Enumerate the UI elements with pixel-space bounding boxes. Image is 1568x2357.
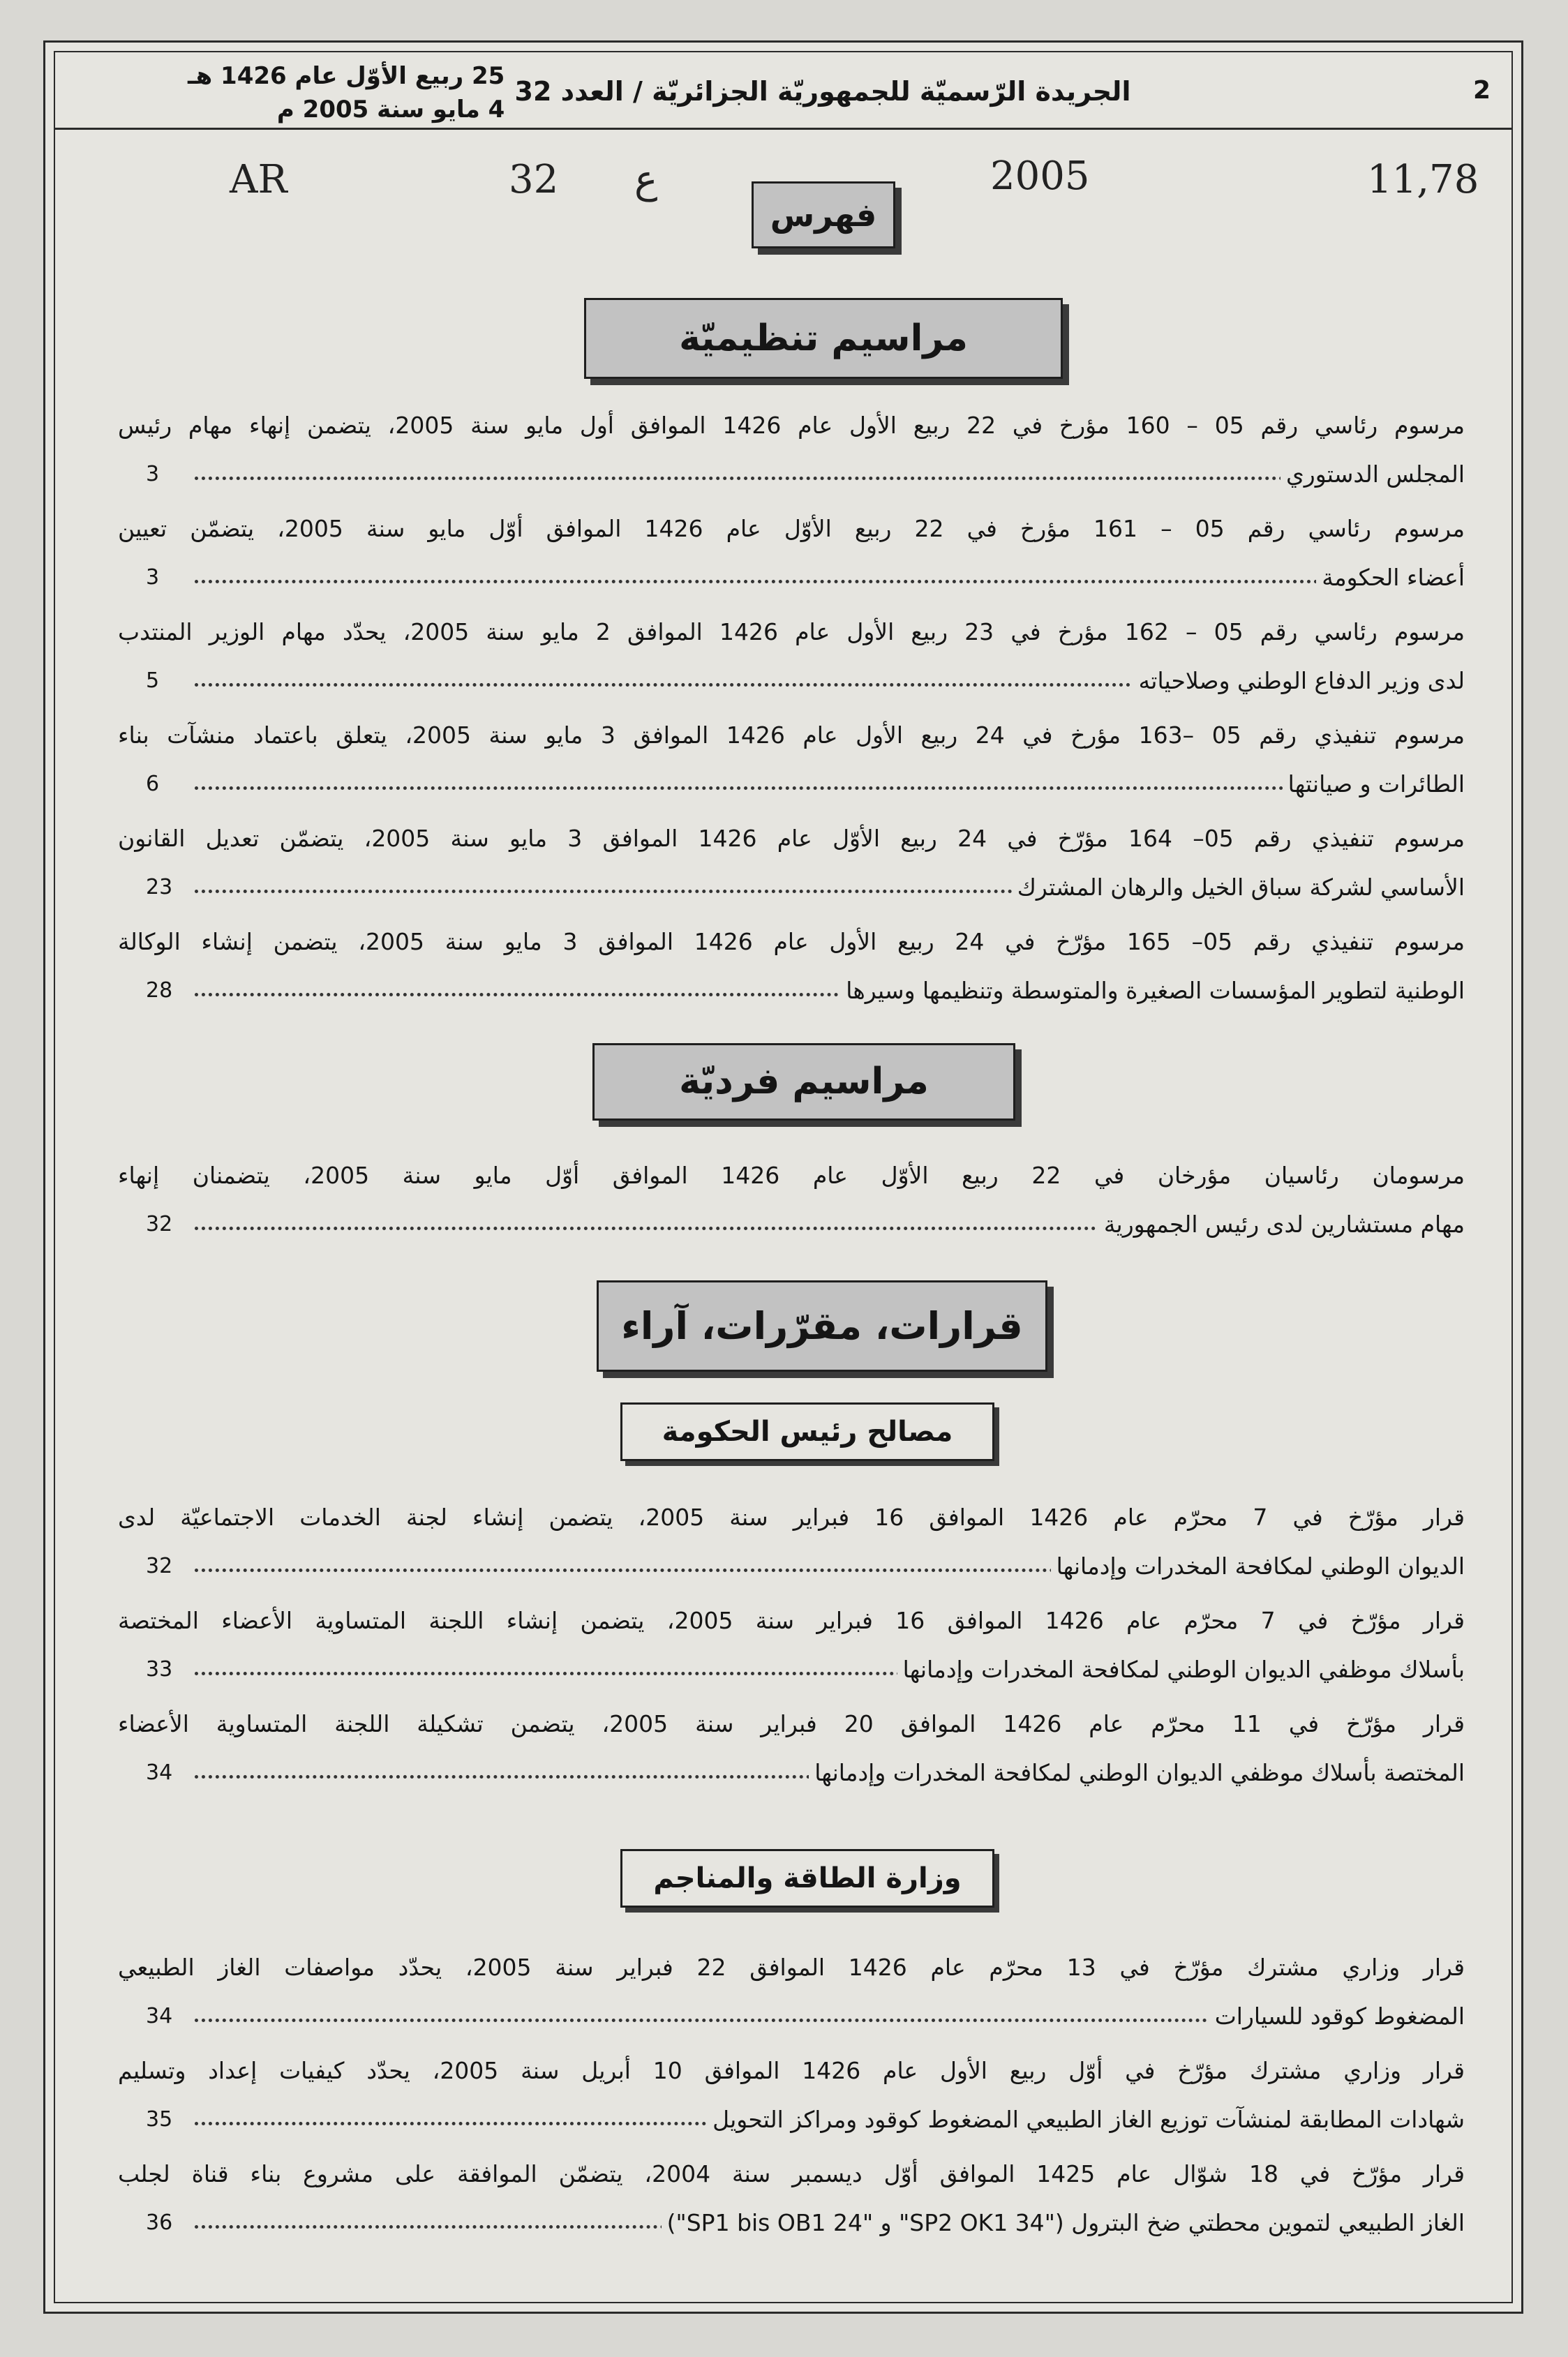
entry-line-1: مرسومان رئاسيان مؤرخان في 22 ربيع الأوّل عام 1426 الموافق أوّل مايو سنة 2005، يتضمنان إنهاء — [118, 1162, 1465, 1189]
entry-line-2 — [118, 2095, 1465, 2144]
toc-entry[interactable] — [118, 1700, 1465, 1797]
entry-text-end: لدى وزير الدفاع الوطني وصلاحياته — [1133, 657, 1465, 705]
entry-line-2 — [118, 966, 1465, 1015]
entry-line-1: مرسوم تنفيذي رقم 05– 164 مؤرّخ في 24 ربيع الأوّل عام 1426 الموافق 3 مايو سنة 2005، يتضمّن تعديل القانون — [118, 825, 1465, 852]
subsection-energy-ministry: وزارة الطاقة والمناجم — [620, 1849, 994, 1908]
section-decisions: قرارات، مقرّرات، آراء — [597, 1280, 1047, 1372]
entry-page-number: 28 — [146, 978, 173, 1003]
entry-line-1: قرار مؤرّخ في 7 محرّم عام 1426 الموافق 16 فبراير سنة 2005، يتضمن إنشاء لجنة الخدمات الاجتماعيّة لدى — [118, 1504, 1465, 1531]
entry-page-number: 3 — [146, 565, 160, 590]
section-index: فهرس — [752, 181, 895, 248]
entry-page-number: 23 — [146, 875, 173, 899]
entry-line-1: قرار وزاري مشترك مؤرّخ في أوّل ربيع الأول عام 1426 الموافق 10 أبريل سنة 2005، يحدّد كيفيات إعداد وتسليم — [118, 2057, 1465, 2084]
entry-line-2 — [118, 450, 1465, 499]
entry-text-end: مهام مستشارين لدى رئيس الجمهورية — [1098, 1200, 1465, 1249]
entry-line-1: مرسوم رئاسي رقم 05 – 160 مؤرخ في 22 ربيع الأول عام 1426 الموافق أول مايو سنة 2005، يتضمن إنهاء مهام رئيس — [118, 412, 1465, 439]
page-frame — [54, 51, 1513, 2303]
entry-text-end: أعضاء الحكومة — [1316, 553, 1465, 602]
entry-line-1: مرسوم تنفيذي رقم 05 –163 مؤرخ في 24 ربيع الأول عام 1426 الموافق 3 مايو سنة 2005، يتعلق باعتماد منشآت بناء — [118, 721, 1465, 749]
leader-dots — [195, 786, 1465, 790]
entry-line-1: قرار وزاري مشترك مؤرّخ في 13 محرّم عام 1426 الموافق 22 فبراير سنة 2005، يحدّد مواصفات الغاز الطبيعي — [118, 1954, 1465, 1981]
handwritten-note-ref: 11,78 — [1367, 157, 1479, 202]
toc-entry[interactable] — [118, 1493, 1465, 1591]
entry-line-2 — [118, 863, 1465, 912]
entry-page-number: 3 — [146, 462, 160, 486]
entry-line-1: قرار مؤرّخ في 11 محرّم عام 1426 الموافق 20 فبراير سنة 2005، يتضمن تشكيلة اللجنة المتساوية الأعضاء — [118, 1710, 1465, 1737]
toc-entry[interactable] — [118, 401, 1465, 499]
entry-text-end: الغاز الطبيعي لتموين محطتي ضخ البترول ("SP2 OK1 34" و "SP1 bis OB1 24") — [662, 2199, 1465, 2247]
entry-text-end: الوطنية لتطوير المؤسسات الصغيرة والمتوسطة وتنظيمها وسيرها — [840, 966, 1465, 1015]
entry-page-number: 6 — [146, 772, 160, 796]
entry-page-number: 34 — [146, 1760, 173, 1785]
entry-page-number: 32 — [146, 1212, 173, 1236]
toc-entry[interactable] — [118, 1151, 1465, 1249]
entry-page-number: 36 — [146, 2210, 173, 2235]
entry-line-2 — [118, 1645, 1465, 1694]
leader-dots — [195, 477, 1465, 480]
entry-line-2 — [118, 1749, 1465, 1797]
entry-line-2 — [118, 1992, 1465, 2041]
entry-text-end: الأساسي لشركة سباق الخيل والرهان المشترك — [1012, 863, 1465, 912]
handwritten-note-ain: ع — [634, 157, 658, 202]
entry-text-end: شهادات المطابقة لمنشآت توزيع الغاز الطبيعي المضغوط كوقود ومراكز التحويل — [707, 2095, 1465, 2144]
handwritten-note-year: 2005 — [990, 154, 1090, 199]
entry-line-1: مرسوم تنفيذي رقم 05– 165 مؤرّخ في 24 ربيع الأول عام 1426 الموافق 3 مايو سنة 2005، يتضمن إنشاء الوكالة — [118, 928, 1465, 955]
toc-entry[interactable] — [118, 504, 1465, 602]
toc-entry[interactable] — [118, 711, 1465, 809]
section-individual-decrees: مراسيم فرديّة — [592, 1043, 1015, 1121]
handwritten-note-ar: AR — [230, 157, 288, 202]
entry-line-1: مرسوم رئاسي رقم 05 – 161 مؤرخ في 22 ربيع الأوّل عام 1426 الموافق أوّل مايو سنة 2005، يتضمّن تعيين — [118, 515, 1465, 542]
section-regulatory-decrees: مراسيم تنظيميّة — [584, 298, 1063, 379]
entry-text-end: المضغوط كوقود للسيارات — [1209, 1992, 1465, 2041]
entry-text-end: الديوان الوطني لمكافحة المخدرات وإدمانها — [1051, 1542, 1465, 1591]
entry-line-2 — [118, 1542, 1465, 1591]
toc-entry[interactable] — [118, 1596, 1465, 1694]
entry-line-2 — [118, 553, 1465, 602]
entry-line-2 — [118, 760, 1465, 809]
issue-date-gregorian: 4 مايو سنة 2005 م — [276, 96, 505, 124]
entry-text-end: الطائرات و صيانتها — [1283, 760, 1465, 809]
gazette-title: الجريدة الرّسميّة للجمهوريّة الجزائريّة / العدد 32 — [514, 76, 1131, 107]
entry-line-2 — [118, 657, 1465, 705]
entry-line-1: مرسوم رئاسي رقم 05 – 162 مؤرخ في 23 ربيع الأول عام 1426 الموافق 2 مايو سنة 2005، يحدّد مهام الوزير المنتدب — [118, 618, 1465, 645]
entry-page-number: 35 — [146, 2107, 173, 2132]
page-header — [55, 52, 1511, 130]
toc-entry[interactable] — [118, 814, 1465, 912]
toc-entry[interactable] — [118, 1943, 1465, 2041]
entry-line-2 — [118, 1200, 1465, 1249]
toc-entry[interactable] — [118, 2047, 1465, 2144]
entry-text-end: بأسلاك موظفي الديوان الوطني لمكافحة المخدرات وإدمانها — [897, 1645, 1465, 1694]
issue-date — [188, 59, 505, 126]
entry-line-1: قرار مؤرّخ في 18 شوّال عام 1425 الموافق أوّل ديسمبر سنة 2004، يتضمّن الموافقة على مشروع بناء قناة لجلب — [118, 2160, 1465, 2187]
toc-entry[interactable] — [118, 2150, 1465, 2247]
handwritten-note-issue: 32 — [509, 157, 559, 202]
entry-page-number: 34 — [146, 2004, 173, 2028]
entry-page-number: 32 — [146, 1554, 173, 1578]
entry-line-1: قرار مؤرّخ في 7 محرّم عام 1426 الموافق 16 فبراير سنة 2005، يتضمن إنشاء اللجنة المتساوية الأعضاء المختصة — [118, 1607, 1465, 1634]
entry-text-end: المجلس الدستوري — [1280, 450, 1465, 499]
page-number: 2 — [1472, 76, 1491, 105]
toc-entry[interactable] — [118, 918, 1465, 1015]
gazette-page — [43, 40, 1523, 2314]
entry-text-end: المختصة بأسلاك موظفي الديوان الوطني لمكافحة المخدرات وإدمانها — [809, 1749, 1465, 1797]
toc-entry[interactable] — [118, 608, 1465, 705]
subsection-pm-services: مصالح رئيس الحكومة — [620, 1402, 994, 1461]
issue-date-hijri: 25 ربيع الأوّل عام 1426 هـ — [188, 62, 505, 90]
entry-line-2 — [118, 2199, 1465, 2247]
entry-page-number: 5 — [146, 668, 160, 693]
leader-dots — [195, 580, 1465, 583]
entry-page-number: 33 — [146, 1657, 173, 1682]
